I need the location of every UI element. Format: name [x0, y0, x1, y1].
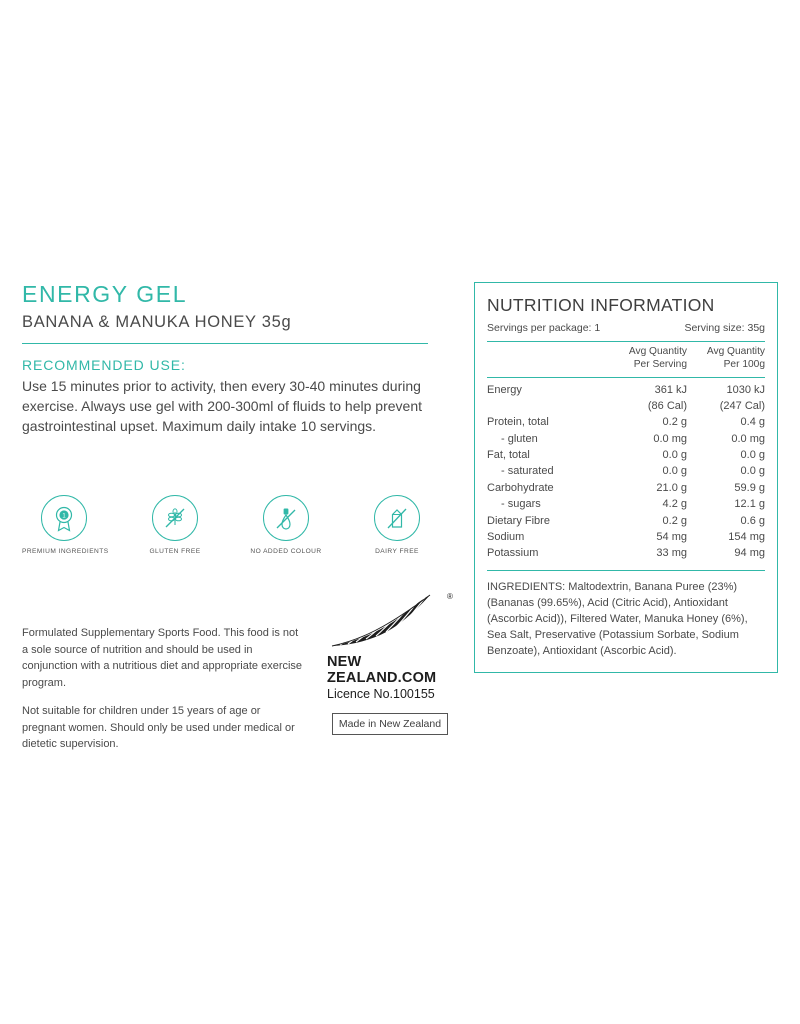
nutrient-name: - sugars: [501, 498, 541, 511]
nutrient-per-serving: 54 mg: [656, 530, 687, 543]
table-header-row: [487, 342, 765, 378]
nutrient-name: Dietary Fibre: [487, 514, 550, 527]
badge-label: DAIRY FREE: [375, 548, 419, 555]
recommended-use-heading: RECOMMENDED USE:: [22, 357, 186, 374]
nutrient-per-serving: (86 Cal): [647, 399, 687, 412]
nz-mark-title: NEW ZEALAND.COM: [327, 654, 437, 686]
legal-footer: [22, 625, 305, 753]
column-header-line1: Avg Quantity: [628, 346, 687, 357]
table-row: [487, 430, 765, 446]
nutrient-per-100g: (247 Cal): [719, 399, 765, 412]
nutrient-name: Sodium: [487, 530, 525, 543]
nutrient-per-100g: 154 mg: [728, 530, 765, 543]
milk-carton-icon: [374, 495, 420, 541]
nutrient-per-serving: 0.2 g: [662, 514, 687, 527]
legal-paragraph-1: Formulated Supplementary Sports Food. This food is not a sole source of nutrition and should be used in conjunction with a nutritious diet and appropriate exercise program.: [22, 627, 303, 689]
table-row: [487, 512, 765, 528]
badge-gluten-free: [133, 495, 217, 555]
nutrient-per-100g: 0.4 g: [740, 416, 765, 429]
nutrition-table: [487, 341, 765, 561]
serving-info: [487, 322, 765, 341]
nutrient-per-serving: 361 kJ: [609, 377, 687, 398]
table-row: [487, 480, 765, 496]
nutrient-per-100g: 1030 kJ: [687, 377, 765, 398]
table-row: [487, 414, 765, 430]
column-header-per-100g: [687, 342, 765, 378]
badge-label: NO ADDED COLOUR: [250, 548, 322, 555]
table-row: [487, 447, 765, 463]
table-row: [487, 496, 765, 512]
badge-label: PREMIUM INGREDIENTS: [22, 548, 109, 555]
column-header-line2: Per 100g: [723, 358, 765, 370]
nutrient-per-serving: 0.2 g: [662, 416, 687, 429]
column-header-line1: Avg Quantity: [706, 346, 765, 357]
nutrient-per-100g: 0.6 g: [740, 514, 765, 527]
nutrient-per-serving: 0.0 g: [662, 465, 687, 478]
product-info: [22, 282, 452, 437]
nutrient-per-100g: 0.0 g: [740, 465, 765, 478]
nutrition-information-panel: [474, 282, 778, 673]
legal-paragraph-2: Not suitable for children under 15 years of age or pregnant women. Should only be used under medical or dietetic supervision.: [22, 705, 295, 750]
nutrient-per-100g: 0.0 g: [740, 449, 765, 461]
badge-no-added-colour: [244, 495, 328, 555]
recommended-use-body: Use 15 minutes prior to activity, then every 30-40 minutes during exercise. Always use gel with 200-300ml of fluids to help prevent gastrointestinal upset. Maximum daily intake 10 servings.: [22, 378, 422, 435]
badge-label: GLUTEN FREE: [149, 548, 201, 555]
nutrient-per-serving: 33 mg: [656, 547, 687, 560]
serving-size: Serving size: 35g: [684, 322, 765, 334]
column-header-per-serving: [609, 342, 687, 378]
table-row: [487, 377, 765, 398]
badge-dairy-free: [355, 495, 439, 555]
nutrient-per-serving: 4.2 g: [662, 498, 687, 511]
nutrient-name: - gluten: [501, 432, 538, 445]
nutrient-name: Fat, total: [487, 449, 530, 461]
nutrient-per-serving: 0.0 mg: [653, 432, 687, 445]
nutrient-name: [487, 398, 609, 414]
servings-per-package: Servings per package: 1: [487, 322, 601, 334]
ingredients-text: INGREDIENTS: Maltodextrin, Banana Puree (23%) (Bananas (99.65%), Acid (Citric Acid), Antioxidant (Ascorbic Acid)), Filtered Water, Manuka Honey (6%), Sea Salt, Preservative (Potassium Sorbate, Sodium Benzoate), Antioxidant (Ascorbic Acid).: [487, 570, 765, 660]
nutrition-title: NUTRITION INFORMATION: [487, 295, 715, 315]
rosette-icon: [41, 495, 87, 541]
divider: [22, 343, 428, 344]
nutrient-name: Carbohydrate: [487, 481, 554, 494]
table-row: [487, 545, 765, 561]
column-header-line2: Per Serving: [633, 358, 687, 370]
nutrient-name: Protein, total: [487, 416, 549, 429]
registered-symbol: ®: [447, 592, 453, 601]
page-title: ENERGY GEL: [22, 281, 188, 307]
dropper-icon: [263, 495, 309, 541]
nutrient-per-100g: 12.1 g: [734, 498, 765, 511]
badge-row: [22, 495, 452, 555]
nutrient-per-100g: 59.9 g: [734, 481, 765, 494]
table-row: [487, 398, 765, 414]
table-row: [487, 529, 765, 545]
wheat-crossed-icon: [152, 495, 198, 541]
nz-mark-licence: Licence No.100155: [327, 687, 435, 701]
nutrient-name: - saturated: [501, 465, 554, 478]
table-row: [487, 463, 765, 479]
svg-text:1: 1: [62, 513, 66, 520]
nutrient-name: Potassium: [487, 547, 539, 560]
column-header-nutrient: [487, 342, 609, 378]
nutrient-per-100g: 94 mg: [734, 547, 765, 560]
badge-premium-ingredients: [22, 495, 109, 555]
nutrient-name: Energy: [487, 377, 609, 398]
new-zealand-mark: [325, 590, 455, 735]
nutrient-per-serving: 0.0 g: [662, 449, 687, 461]
nutrient-per-serving: 21.0 g: [656, 481, 687, 494]
silver-fern-icon: [326, 590, 454, 652]
nutrient-per-100g: 0.0 mg: [731, 432, 765, 445]
made-in-new-zealand-badge: Made in New Zealand: [332, 713, 448, 735]
product-subtitle: BANANA & MANUKA HONEY 35g: [22, 313, 292, 332]
